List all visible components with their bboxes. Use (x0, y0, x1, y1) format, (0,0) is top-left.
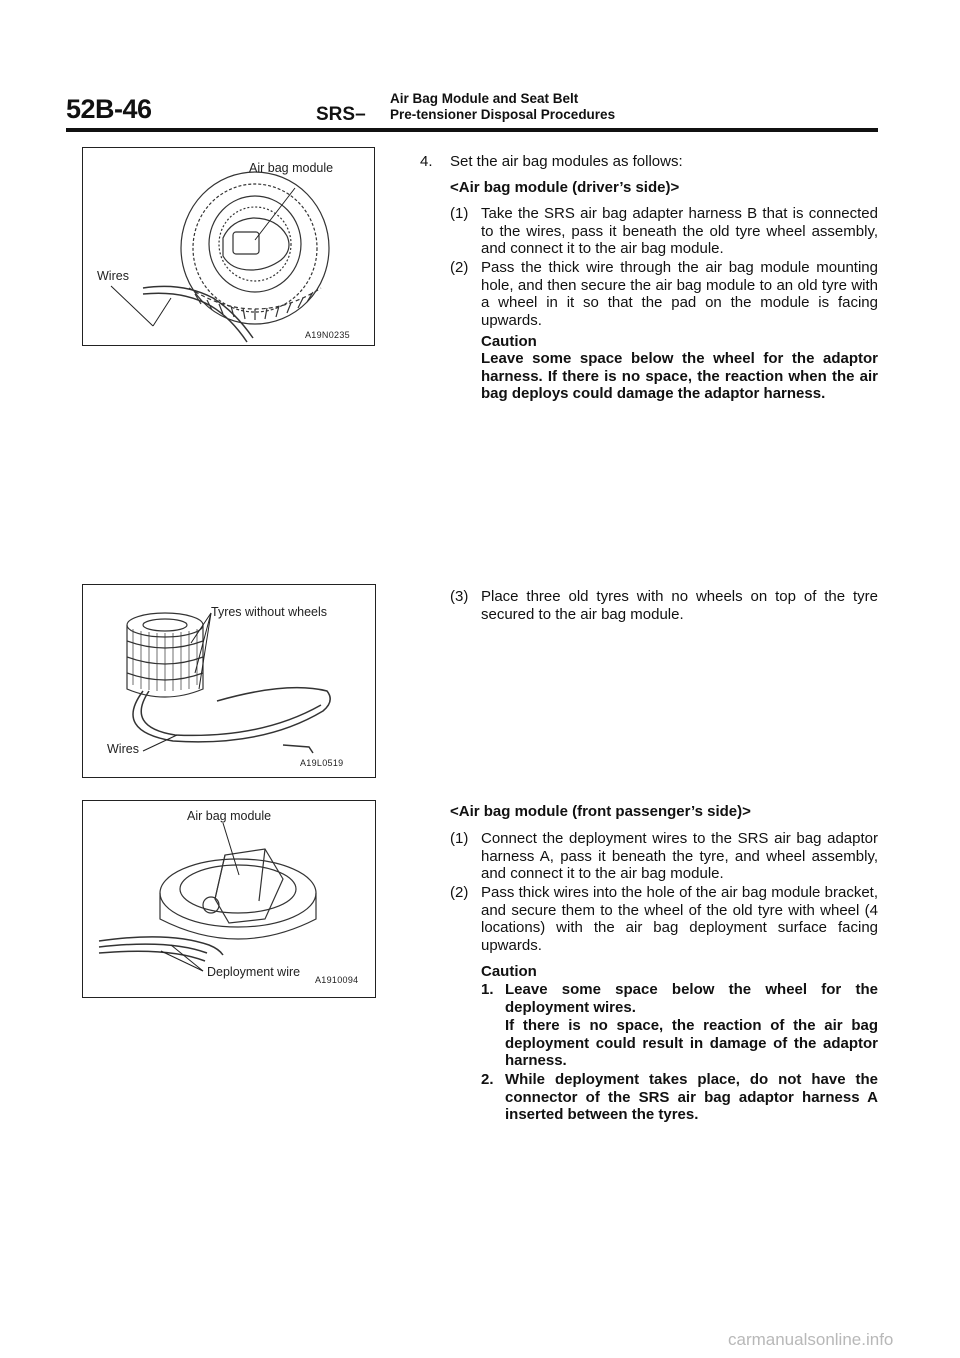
item-number: (3) (450, 588, 469, 605)
caution-item-number: 2. (481, 1071, 494, 1088)
driver-item-2: Pass the thick wire through the air bag module mounting hole, and then secure the air bag module to an old tyre with a wheel in it so that the pad on the module is facing upwards. (481, 259, 878, 329)
driver-item-1: Take the SRS air bag adapter harness B that is connected to the wires, pass it beneath the old tyre wheel assembly, and connect it to the air bag module. (481, 205, 878, 257)
caution-item-number: 1. (481, 981, 494, 998)
item-number: (2) (450, 884, 469, 901)
caution-title: Caution (481, 963, 537, 980)
step-number: 4. (420, 153, 433, 170)
figure-driver-airbag (82, 147, 375, 346)
page-number: 52B-46 (66, 94, 152, 124)
caution-item-1: Leave some space below the wheel for the deployment wires. (505, 981, 878, 1016)
label-deployment-wire: Deployment wire (207, 965, 301, 979)
driver-side-heading: <Air bag module (driver’s side)> (450, 179, 680, 196)
figure-passenger-airbag (82, 800, 376, 998)
passenger-item-1: Connect the deployment wires to the SRS air bag adaptor harness A, pass it beneath the tyre, and wheel assembly, and connect it to the air bag module. (481, 830, 878, 882)
label-tyres-without-wheels: Tyres without wheels (211, 605, 328, 619)
figure-code: A1910094 (315, 975, 359, 985)
item-number: (1) (450, 205, 469, 222)
watermark-text: carmanualsonline.info (728, 1330, 894, 1349)
label-wires: Wires (107, 742, 139, 756)
driver-item-3: Place three old tyres with no wheels on top of the tyre secured to the air bag module. (481, 588, 878, 623)
figure-stacked-tyres (82, 584, 376, 778)
caution-item-2: While deployment takes place, do not have the connector of the SRS air bag adaptor harness A inserted between the tyres. (505, 1071, 878, 1123)
figure-code: A19N0235 (305, 330, 350, 340)
page-title-line2: Pre-tensioner Disposal Procedures (390, 107, 616, 122)
tyre-with-airbag-illustration (83, 148, 373, 344)
caution-text: Leave some space below the wheel for the adaptor harness. If there is no space, the reaction when the air bag deploys could damage the adaptor harness. (481, 350, 878, 402)
header-rule (66, 128, 878, 132)
item-number: (2) (450, 259, 469, 276)
label-air-bag-module: Air bag module (249, 161, 334, 175)
caution-item-1-detail: If there is no space, the reaction of the air bag deployment could result in damage of the adaptor harness. (505, 1017, 878, 1069)
figure-code: A19L0519 (300, 758, 344, 768)
item-number: (1) (450, 830, 469, 847)
passenger-side-heading: <Air bag module (front passenger’s side)> (450, 803, 751, 820)
label-wires: Wires (97, 269, 129, 283)
caution-title: Caution (481, 333, 537, 350)
passenger-item-2: Pass thick wires into the hole of the air bag module bracket, and secure them to the wheel of the old tyre with wheel (4 locations) with the air bag deployment surface facing upwards. (481, 884, 878, 954)
page-title-line1: Air Bag Module and Seat Belt (390, 91, 579, 106)
label-air-bag-module: Air bag module (187, 809, 272, 823)
section-code: SRS– (316, 104, 366, 125)
step-text: Set the air bag modules as follows: (450, 153, 683, 170)
